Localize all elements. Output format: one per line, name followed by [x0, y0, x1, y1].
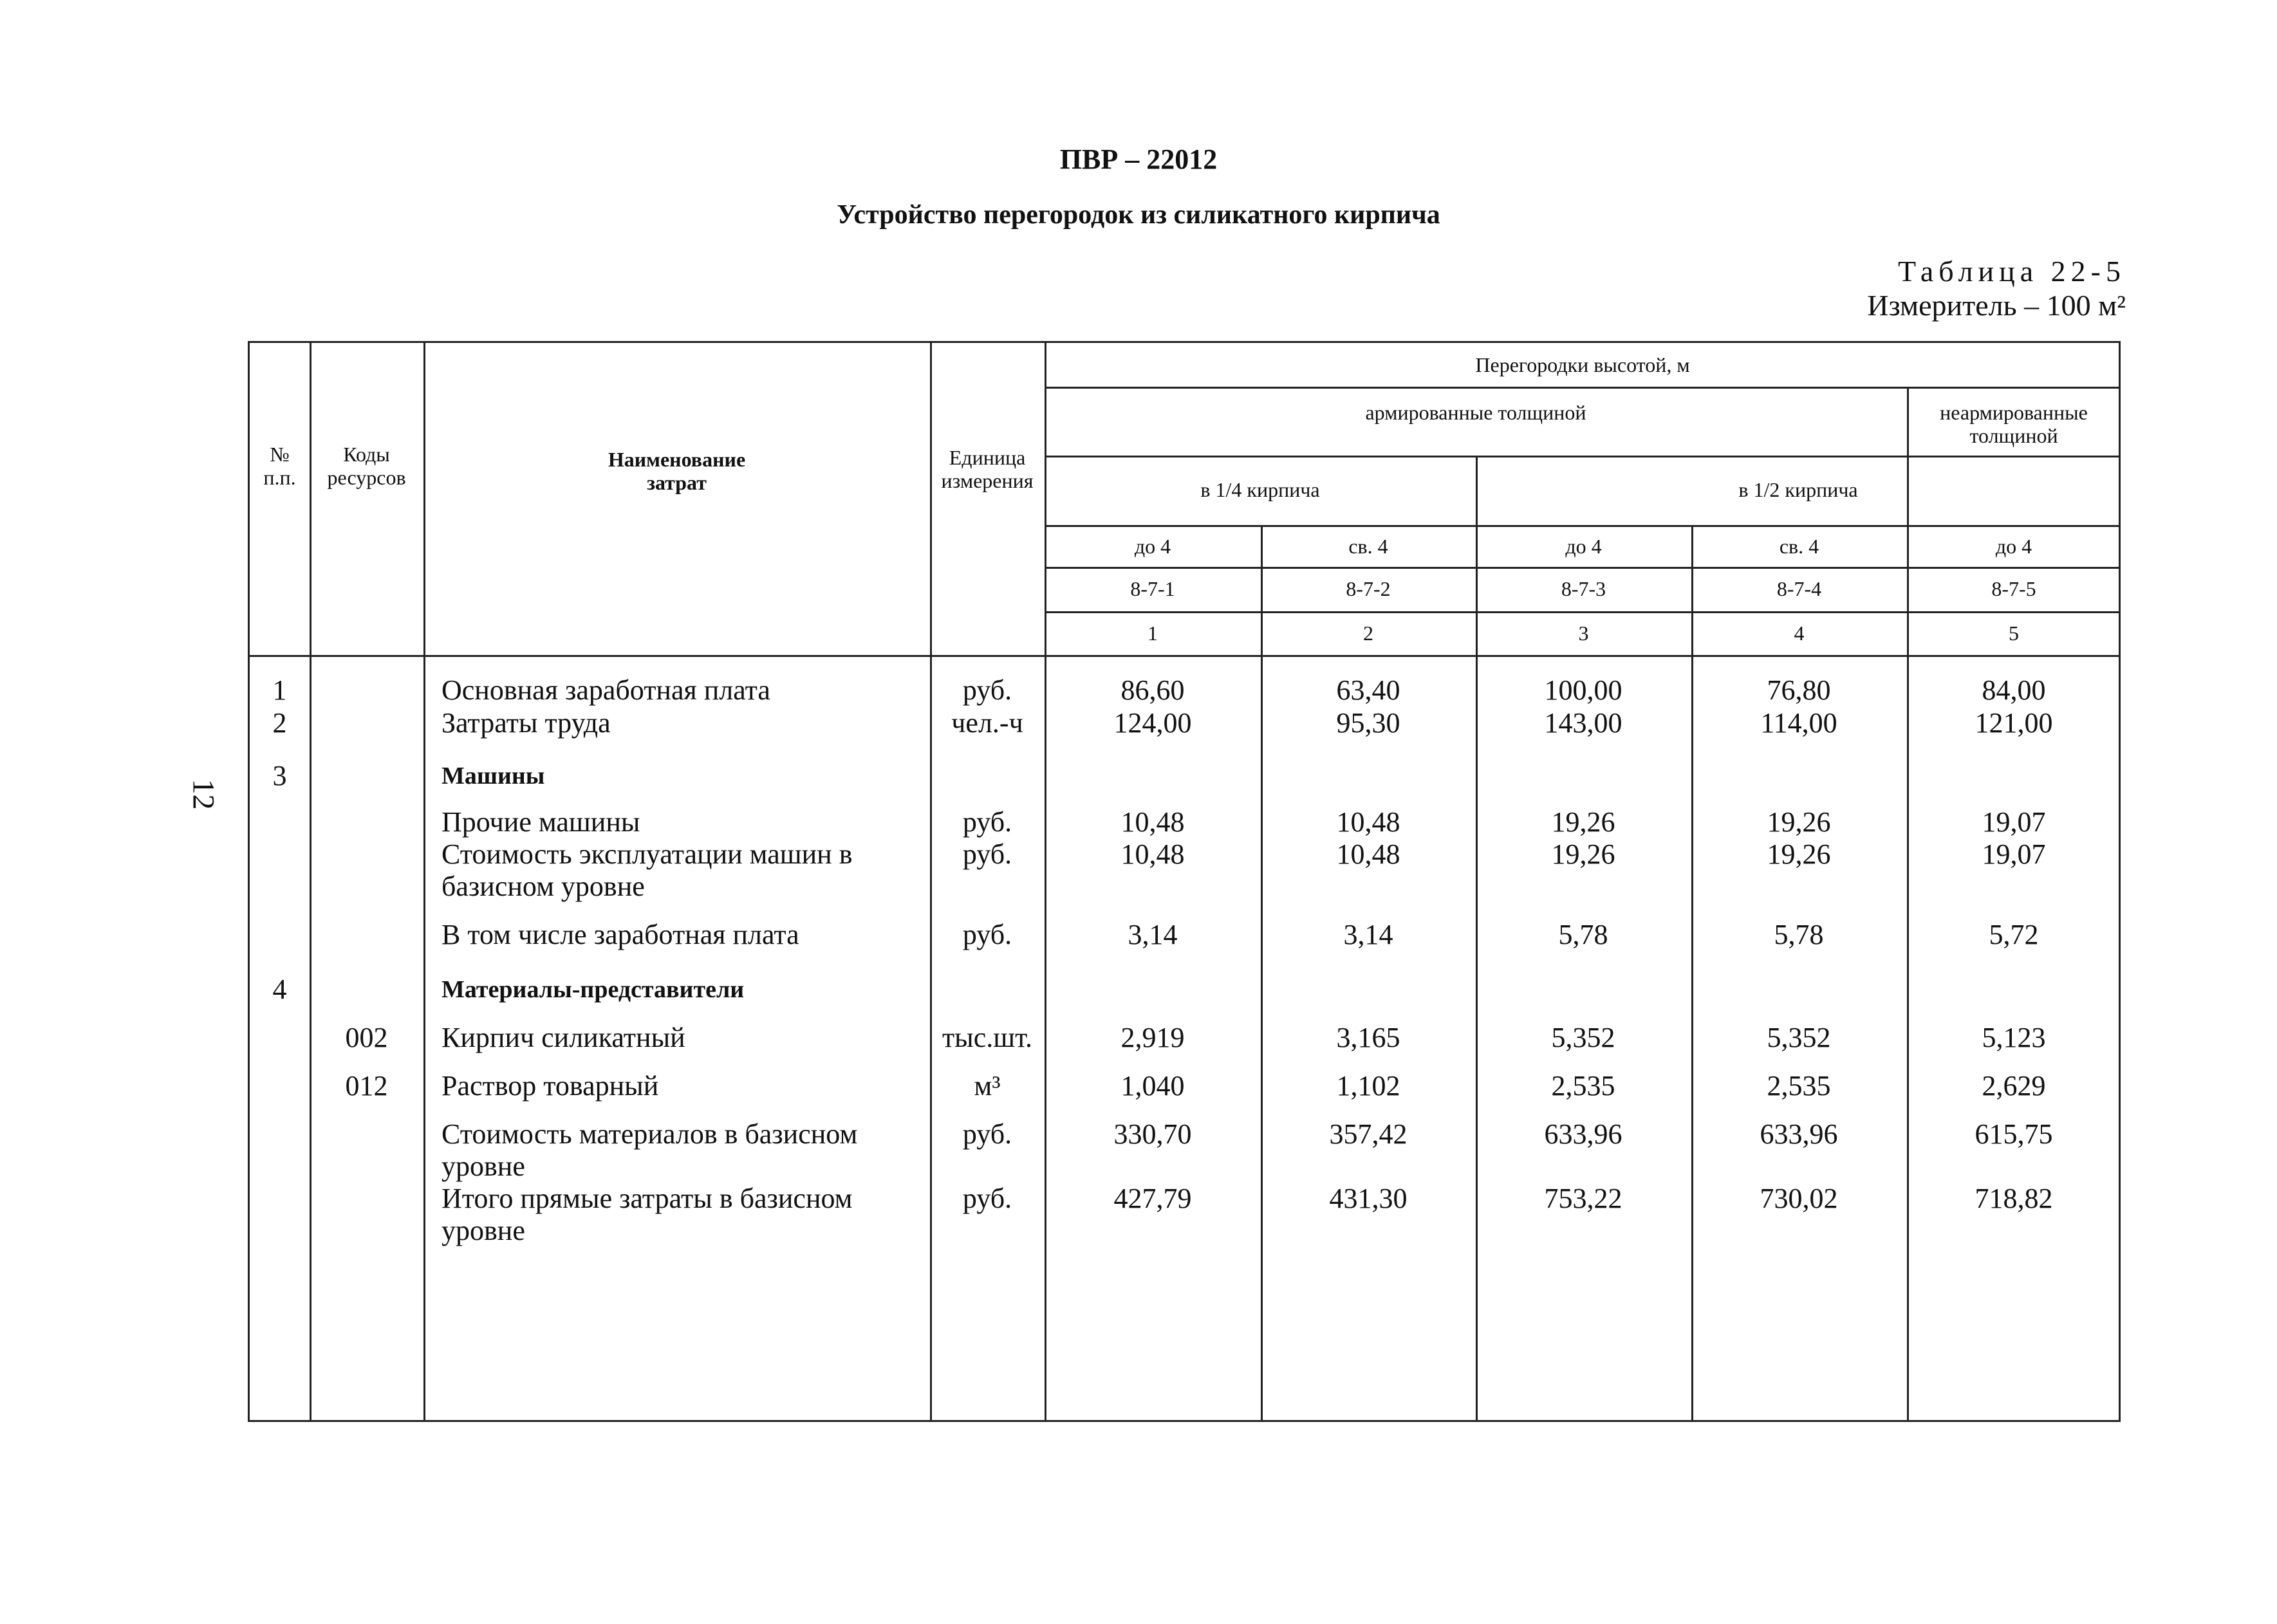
table-line [1045, 567, 2121, 569]
document-title: Устройство перегородок из силикатного кирпича [837, 200, 1440, 230]
value-cell: 124,00 [1113, 707, 1192, 739]
unit-of-measure: руб. [962, 674, 1012, 706]
table-line [1261, 525, 1263, 1422]
value-cell: 19,26 [1767, 838, 1831, 870]
cost-name: Итого прямые затраты в базисном уровне [441, 1183, 853, 1246]
row-number: 3 [272, 760, 287, 791]
cost-table [248, 341, 2121, 1422]
page-number: 12 [186, 779, 221, 810]
resource-code: 002 [345, 1022, 388, 1053]
table-line [1045, 611, 2121, 613]
cost-name: Кирпич силикатный [441, 1022, 685, 1053]
value-cell: 1,040 [1120, 1070, 1185, 1102]
height-label: св. 4 [1779, 535, 1819, 558]
value-cell: 76,80 [1767, 674, 1831, 706]
table-line [1691, 525, 1693, 1422]
column-number: 2 [1363, 622, 1373, 645]
column-number: 5 [2009, 622, 2019, 645]
cost-name: Материалы-представители [441, 976, 745, 1003]
header-unreinforced: неармированные толщиной [1940, 401, 2088, 447]
value-cell: 19,07 [1982, 806, 2046, 838]
value-cell: 753,22 [1544, 1183, 1622, 1214]
value-cell: 633,96 [1760, 1118, 1838, 1150]
cost-name: Затраты труда [441, 707, 611, 739]
unit-of-measure: чел.-ч [951, 707, 1023, 739]
unit-of-measure: руб. [962, 1183, 1012, 1214]
value-cell: 615,75 [1975, 1118, 2053, 1150]
unit-of-measure: руб. [962, 919, 1012, 950]
unit-of-measure: тыс.шт. [942, 1022, 1033, 1053]
value-cell: 3,14 [1128, 919, 1178, 950]
table-line [1045, 456, 2121, 457]
cost-name: В том числе заработная плата [441, 919, 799, 950]
header-group: Перегородки высотой, м [1475, 353, 1690, 376]
norm-code: 8-7-1 [1130, 577, 1175, 600]
value-cell: 63,40 [1336, 674, 1400, 706]
height-label: до 4 [1565, 535, 1602, 558]
value-cell: 19,07 [1982, 838, 2046, 870]
header-quarter-brick: в 1/4 кирпича [1200, 478, 1320, 501]
value-cell: 19,26 [1551, 806, 1615, 838]
header-name: Наименование затрат [608, 448, 746, 494]
cost-name: Машины [441, 762, 545, 789]
value-cell: 3,165 [1336, 1022, 1400, 1053]
table-line [310, 343, 311, 1422]
value-cell: 2,535 [1767, 1070, 1831, 1102]
cost-name: Раствор товарный [441, 1070, 659, 1102]
value-cell: 19,26 [1551, 838, 1615, 870]
height-label: до 4 [1995, 535, 2032, 558]
header-codes: Коды ресурсов [327, 443, 406, 489]
value-cell: 427,79 [1113, 1183, 1192, 1214]
value-cell: 121,00 [1975, 707, 2053, 739]
resource-code: 012 [345, 1070, 388, 1102]
cost-name: Основная заработная плата [441, 674, 770, 706]
header-unit: Единица измерения [941, 446, 1034, 492]
value-cell: 357,42 [1329, 1118, 1408, 1150]
value-cell: 730,02 [1760, 1183, 1838, 1214]
value-cell: 1,102 [1336, 1070, 1400, 1102]
value-cell: 10,48 [1336, 806, 1400, 838]
table-line [1045, 343, 1046, 1422]
value-cell: 84,00 [1982, 674, 2046, 706]
value-cell: 143,00 [1544, 707, 1622, 739]
value-cell: 330,70 [1113, 1118, 1192, 1150]
value-cell: 5,352 [1767, 1022, 1831, 1053]
value-cell: 114,00 [1760, 707, 1837, 739]
unit-of-measure: руб. [962, 838, 1012, 870]
column-number: 4 [1794, 622, 1805, 645]
value-cell: 2,535 [1551, 1070, 1615, 1102]
value-cell: 5,78 [1558, 919, 1608, 950]
value-cell: 633,96 [1544, 1118, 1622, 1150]
value-cell: 2,919 [1120, 1022, 1185, 1053]
row-number: 1 [272, 674, 287, 706]
value-cell: 10,48 [1120, 838, 1185, 870]
cost-name: Прочие машины [441, 806, 640, 838]
value-cell: 5,78 [1774, 919, 1824, 950]
value-cell: 718,82 [1975, 1183, 2053, 1214]
table-line [1045, 525, 2121, 527]
height-label: до 4 [1134, 535, 1171, 558]
value-cell: 10,48 [1120, 806, 1185, 838]
column-number: 1 [1148, 622, 1158, 645]
row-number: 2 [272, 707, 287, 739]
cost-name: Стоимость эксплуатации машин в базисном уровне [441, 838, 853, 902]
value-cell: 431,30 [1329, 1183, 1408, 1214]
norm-code: 8-7-2 [1346, 577, 1391, 600]
value-cell: 2,629 [1982, 1070, 2046, 1102]
unit-of-measure: руб. [962, 806, 1012, 838]
table-line [1045, 387, 2121, 389]
norm-code: 8-7-4 [1776, 577, 1822, 600]
height-label: св. 4 [1348, 535, 1388, 558]
measure-unit: Измеритель – 100 м² [1867, 289, 2126, 322]
table-line [930, 343, 932, 1422]
unit-of-measure: м³ [974, 1070, 1001, 1102]
unit-of-measure: руб. [962, 1118, 1012, 1150]
cost-name: Стоимость материалов в базисном уровне [441, 1118, 858, 1182]
value-cell: 100,00 [1544, 674, 1622, 706]
table-line [423, 343, 425, 1422]
row-number: 4 [272, 973, 287, 1005]
value-cell: 5,352 [1551, 1022, 1615, 1053]
header-half-brick: в 1/2 кирпича [1738, 478, 1858, 501]
value-cell: 5,72 [1989, 919, 2039, 950]
table-line [250, 655, 2121, 657]
header-num: № п.п. [263, 443, 296, 489]
norm-code: 8-7-5 [1991, 577, 2036, 600]
table-label: Таблица 22-5 [1897, 255, 2126, 288]
value-cell: 19,26 [1767, 806, 1831, 838]
value-cell: 3,14 [1343, 919, 1393, 950]
value-cell: 5,123 [1982, 1022, 2046, 1053]
table-line [1476, 456, 1478, 1422]
value-cell: 86,60 [1120, 674, 1185, 706]
header-reinforced: армированные толщиной [1365, 401, 1586, 424]
document-code: ПВР – 22012 [1059, 143, 1218, 175]
value-cell: 95,30 [1336, 707, 1400, 739]
norm-code: 8-7-3 [1561, 577, 1606, 600]
column-number: 3 [1578, 622, 1589, 645]
value-cell: 10,48 [1336, 838, 1400, 870]
